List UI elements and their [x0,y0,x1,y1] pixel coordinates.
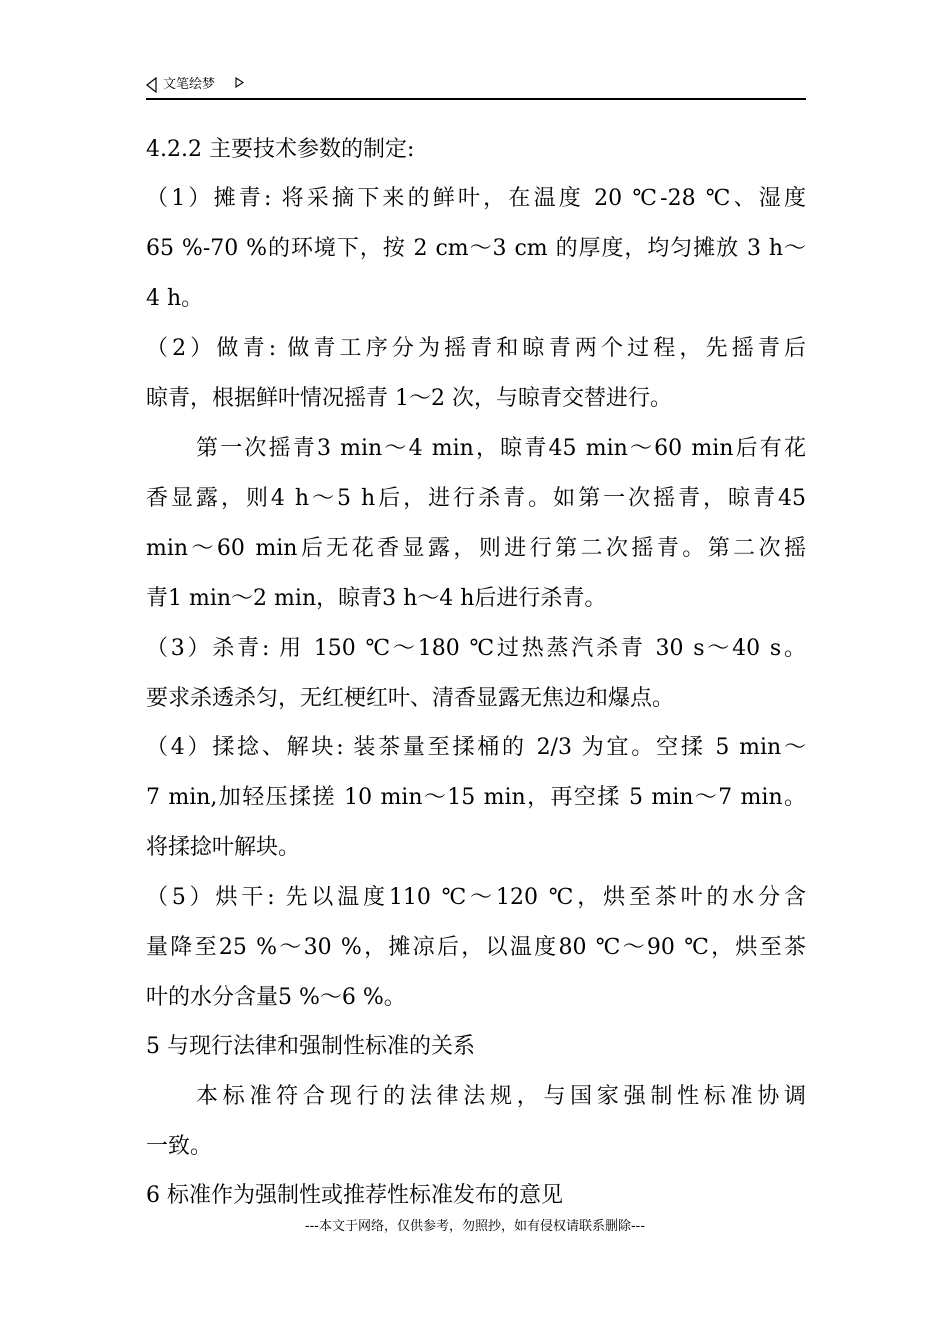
triangle-right-icon [235,77,244,88]
text-line: 一致。 [146,1134,213,1159]
text-line: 第一次摇青3 min～4 min，晾青45 min～60 min后有花 [196,436,806,461]
text-line: 香显露，则4 h～5 h后，进行杀青。如第一次摇青，晾青45 [146,486,806,511]
section-heading-5: 5 与现行法律和强制性标准的关系 [146,1034,475,1059]
text-line: （3）杀青: 用 150 ℃～180 ℃过热蒸汽杀青 30 s～40 s。 [146,636,806,661]
text-line: 7 min,加轻压揉搓 10 min～15 min，再空揉 5 min～7 min。 [146,785,806,810]
text-line: 本标准符合现行的法律法规，与国家强制性标准协调 [196,1084,806,1109]
text-line: （2）做青: 做青工序分为摇青和晾青两个过程，先摇青后 [146,336,806,361]
triangle-left-icon [146,77,157,93]
text-line: （1）摊青: 将采摘下来的鲜叶，在温度 20 ℃-28 ℃、湿度 [146,186,806,211]
header-rule [146,98,806,100]
header-title: 文笔绘梦 [163,77,216,92]
page-footer-disclaimer: ---本文于网络，仅供参考，勿照抄，如有侵权请联系删除--- [304,1219,646,1234]
text-line: 65 %-70 %的环境下，按 2 cm～3 cm 的厚度，均匀摊放 3 h～ [146,236,806,261]
section-heading-6: 6 标准作为强制性或推荐性标准发布的意见 [146,1183,563,1208]
text-line: 晾青，根据鲜叶情况摇青 1～2 次，与晾青交替进行。 [146,386,672,411]
text-line: （4）揉捻、解块: 装茶量至揉桶的 2/3 为宜。空揉 5 min～ [146,735,806,760]
text-line: （5）烘干: 先以温度110 ℃～120 ℃，烘至茶叶的水分含 [146,885,806,910]
text-line: 4 h。 [146,286,204,311]
text-line: min～60 min后无花香显露，则进行第二次摇青。第二次摇 [146,536,806,561]
section-heading-4-2-2: 4.2.2 主要技术参数的制定: [146,137,415,162]
text-line: 要求杀透杀匀，无红梗红叶、清香显露无焦边和爆点。 [146,686,675,711]
text-line: 叶的水分含量5 %～6 %。 [146,985,406,1010]
text-line: 青1 min～2 min，晾青3 h～4 h后进行杀青。 [146,586,607,611]
text-line: 将揉捻叶解块。 [146,835,301,860]
page-header [146,74,806,98]
text-line: 量降至25 %～30 %，摊凉后，以温度80 ℃～90 ℃，烘至茶 [146,935,806,960]
